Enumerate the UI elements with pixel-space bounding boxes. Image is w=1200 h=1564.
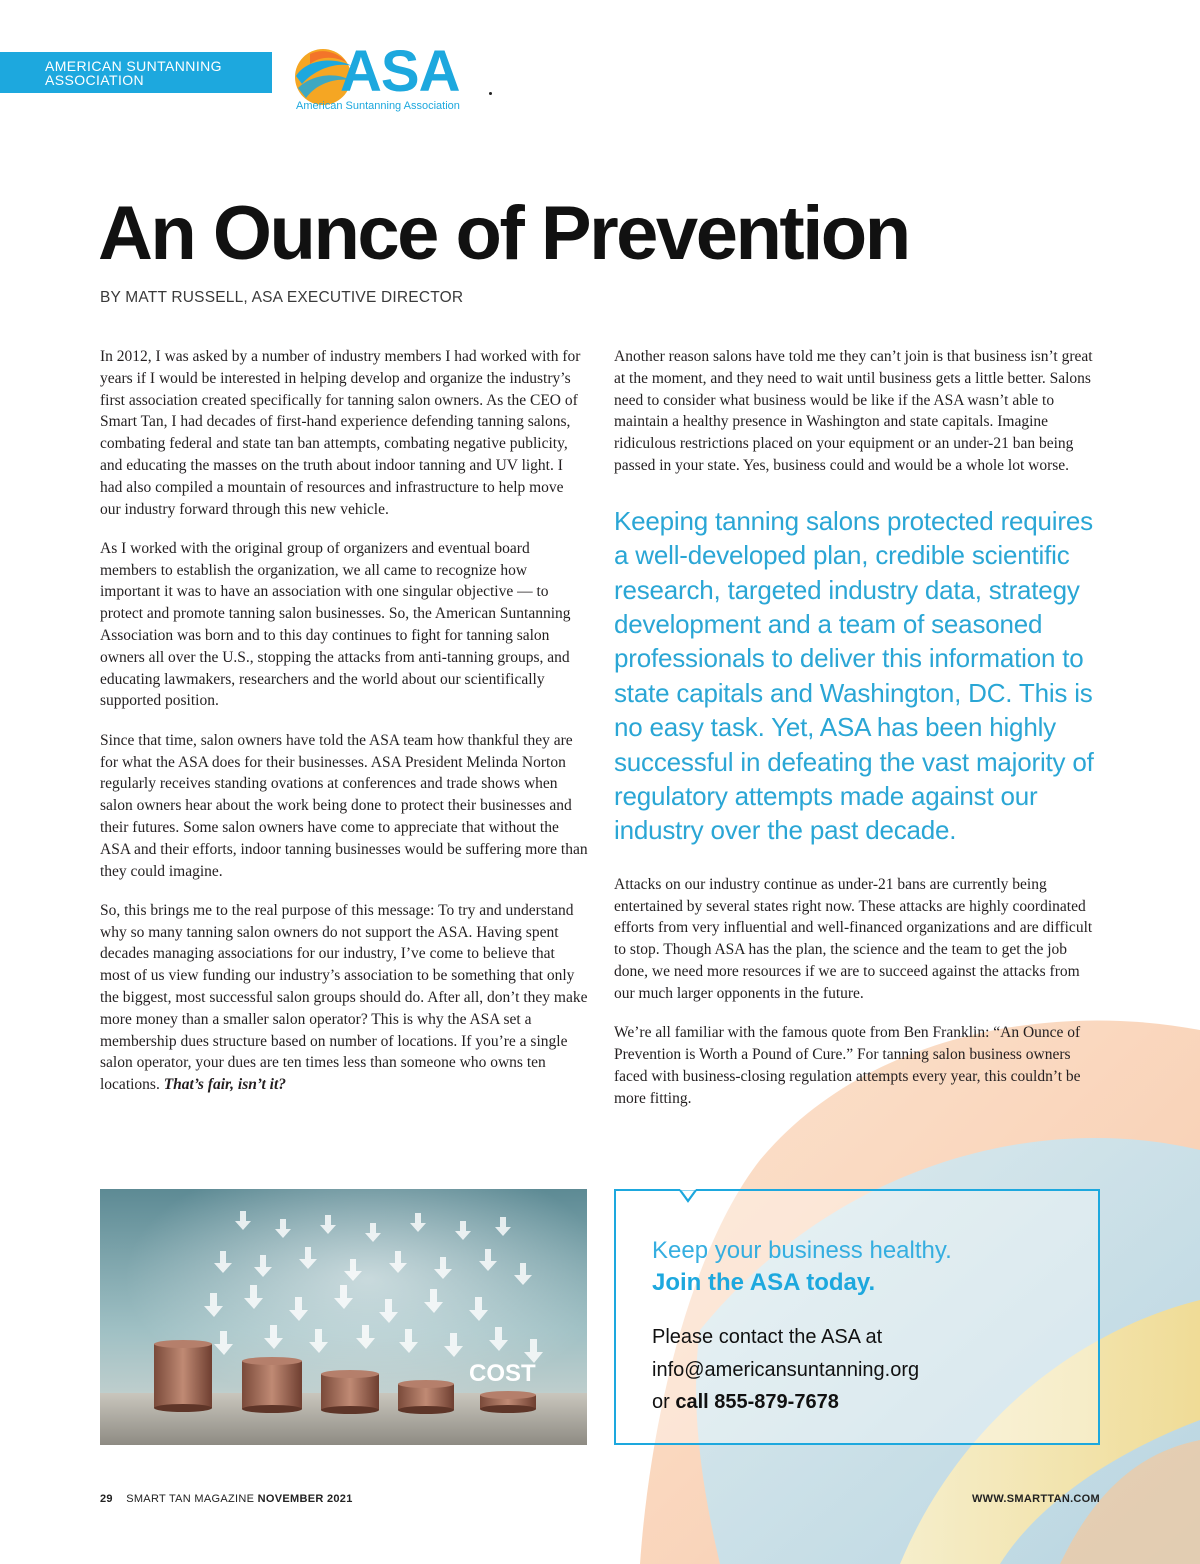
body-paragraph: In 2012, I was asked by a number of industry members I had worked with for years if I would be interested in helping develop and organize the industry’s first association created specifically for tanning salon owners. As the CEO of Smart Tan, I had decades of first-hand experience defending tanning salons, combating federal and state tan ban attempts, combating negative publicity, and educating the masses on the truth about indoor tanning and UV light. I had also compiled a mountain of resources and infrastructure to help move our industry forward through this new vehicle. bbox=[100, 348, 581, 518]
emphasis-text: That’s fair, isn’t it? bbox=[163, 1076, 287, 1094]
cta-phone-line bbox=[652, 1386, 919, 1419]
speech-notch-icon bbox=[666, 1189, 710, 1205]
cta-or: or bbox=[652, 1391, 670, 1413]
body-paragraph: Attacks on our industry continue as under-21 bans are currently being entertained by several states right now. These attacks are highly coordinated efforts from very influential and well-financed organizations and are difficult to stop. Though ASA has the plan, the science and the team to get the job done, we need more resources if we are to succeed against the attacks from our much larger opponents in the future. bbox=[614, 875, 1093, 1002]
cta-contact bbox=[652, 1321, 919, 1419]
cta-box bbox=[614, 1189, 1100, 1445]
body-paragraph-last bbox=[100, 900, 588, 1096]
body-text: So, this brings me to the real purpose of this message: To try and understand why so many tanning salon owners do not support the ASA. Having spent decades managing associations for our industry, I’ve come to believe that most of us view funding our industry’s association to be something that only the biggest, most successful salon groups should do. After all, don’t they make more money than a smaller salon operator? This is why the ASA set a membership dues structure based on number of locations. If you’re a single salon operator, your dues are ten times less than someone who owns ten locations. bbox=[100, 901, 588, 1094]
body-paragraph: Since that time, salon owners have told the ASA team how thankful they are for what the ASA does for their businesses. ASA President Melinda Norton regularly receives standing ovations at conferences and trade shows when salon owners hear about the work being done to protect their businesses and their futures. Some salon owners have come to appreciate that without the ASA and their efforts, indoor tanning businesses would be suffering more than they could imagine. bbox=[100, 731, 588, 880]
cta-contact-intro: Please contact the ASA at bbox=[652, 1326, 883, 1348]
asa-logo bbox=[292, 39, 504, 116]
cta-email-link[interactable]: info@americansuntanning.org bbox=[652, 1358, 920, 1381]
logo-wordmark: ASA bbox=[340, 39, 460, 104]
body-paragraph: As I worked with the original group of organizers and eventual board members to establish the organization, we all came to recognize how important it was to have an association with one singular objective — to protect and promote tanning salon businesses. So, the American Suntanning Association was born and to this day continues to fight for tanning salon owners all over the U.S., stopping the attacks from anti-tanning groups, and educating lawmakers, researchers and the world about our scientifically supported position. bbox=[100, 539, 571, 710]
pull-quote: Keeping tanning salons protected requires a well-developed plan, credible scientific research, targeted industry data, strategy development and a team of seasoned professionals to deliver this information to state capitals and Washington, DC. This is no easy task. Yet, ASA has been highly successful in defeating the vast majority of regulatory attempts made against our industry over the past decade. bbox=[614, 505, 1094, 846]
logo-dot-icon bbox=[489, 92, 492, 95]
logo-tagline: American Suntanning Association bbox=[296, 100, 460, 112]
page-number: 29 bbox=[100, 1493, 113, 1505]
body-paragraph: Another reason salons have told me they can’t join is that business isn’t great at the moment, and they need to wait until business gets a little better. Salons need to consider what business would be like if the ASA wasn’t able to maintain a healthy presence in Washington and state capitals. Imagine ridiculous restrictions placed on your equipment or an under-21 ban being passed in your state. Yes, business could and would be a whole lot worse. bbox=[614, 348, 1093, 474]
issue-date: NOVEMBER 2021 bbox=[257, 1493, 353, 1505]
photo-cost-label: COST bbox=[469, 1360, 536, 1387]
footer-left bbox=[100, 1493, 353, 1505]
right-column bbox=[614, 346, 1102, 1127]
cta-headline: Keep your business healthy. bbox=[652, 1237, 952, 1264]
article-title: An Ounce of Prevention bbox=[98, 191, 909, 276]
magazine-name: SMART TAN MAGAZINE bbox=[126, 1493, 255, 1505]
cta-join-link[interactable]: Join the ASA today. bbox=[652, 1269, 876, 1296]
section-tab bbox=[0, 52, 272, 93]
body-paragraph: We’re all familiar with the famous quote from Ben Franklin: “An Ounce of Prevention is Worth a Pound of Cure.” For tanning salon business owners faced with business-closing regulation attempts every year, this couldn’t be more fitting. bbox=[614, 1024, 1081, 1107]
cta-phone-link[interactable]: call 855-879-7678 bbox=[675, 1391, 839, 1413]
left-column bbox=[100, 346, 588, 1114]
website-link[interactable]: WWW.SMARTTAN.COM bbox=[971, 1493, 1100, 1505]
article-byline: BY MATT RUSSELL, ASA EXECUTIVE DIRECTOR bbox=[100, 289, 464, 306]
section-tab-line1: AMERICAN SUNTANNING bbox=[45, 58, 222, 74]
section-tab-line2: ASSOCIATION bbox=[45, 72, 145, 88]
cost-coins-photo bbox=[100, 1189, 587, 1445]
